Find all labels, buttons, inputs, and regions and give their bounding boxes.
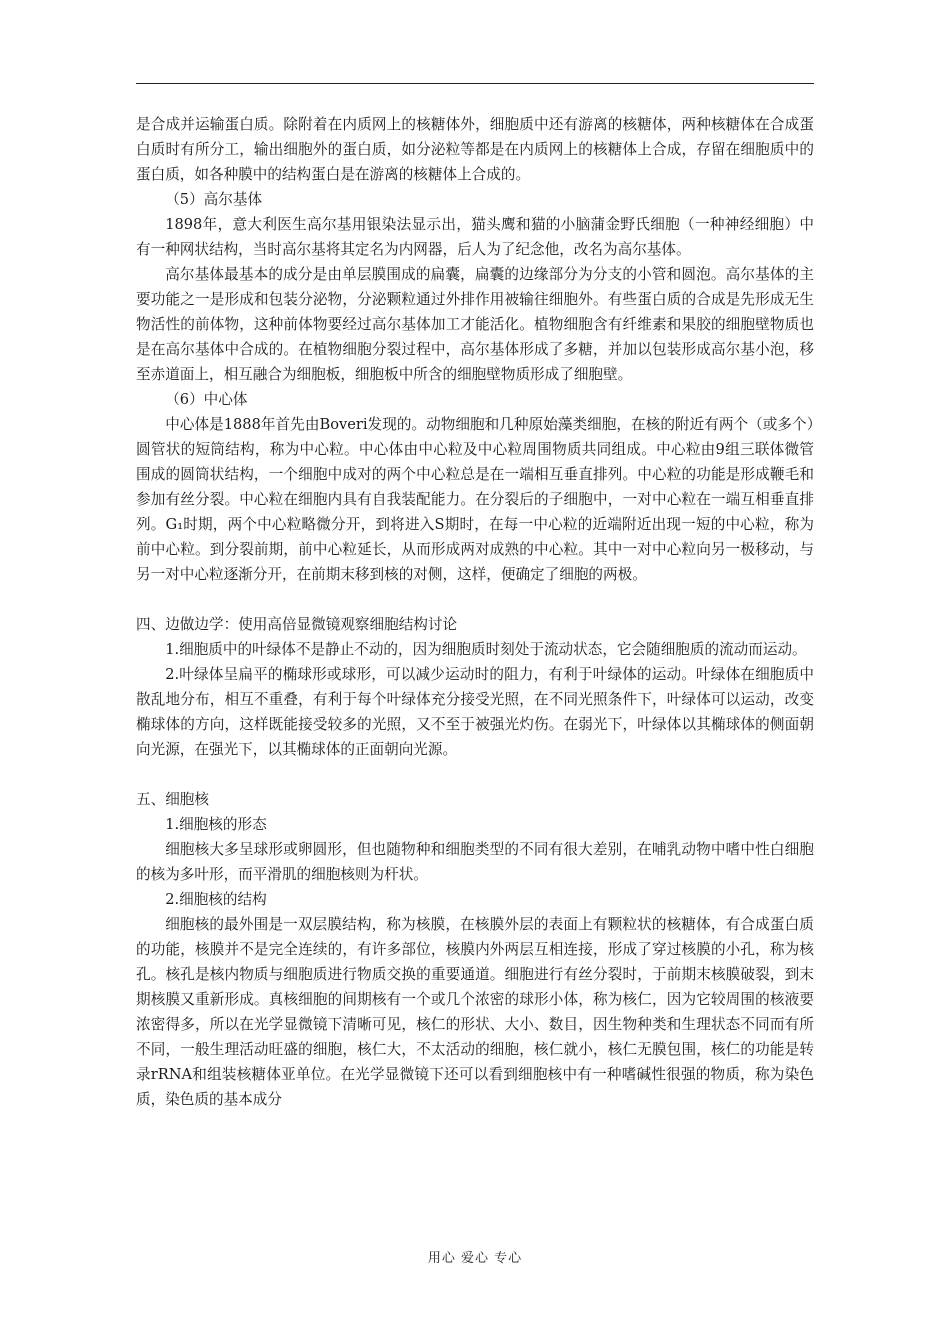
page-footer: 用心 爱心 专心 <box>427 1251 523 1266</box>
section-gap <box>136 587 814 612</box>
paragraph-chloroplast-1: 1.细胞质中的叶绿体不是静止不动的，因为细胞质时刻处于流动状态，它会随细胞质的流动而运动。 <box>165 641 807 658</box>
paragraph-nucleus-shape: 细胞核大多呈球形或卵圆形，但也随物种和细胞类型的不同有很大差别，在哺乳动物中嗜中性白细胞的核为多叶形，而平滑肌的细胞核则为杆状。 <box>136 841 814 883</box>
section-gap <box>136 762 814 787</box>
subheading-nucleus-shape: 1.细胞核的形态 <box>165 816 267 833</box>
header-rule <box>136 83 814 84</box>
paragraph-ribosome-end: 是合成并运输蛋白质。除附着在内质网上的核糖体外，细胞质中还有游离的核糖体，两种核糖体在合成蛋白质时有所分工，输出细胞外的蛋白质，如分泌粒等都是在内质网上的核糖体上合成，存留在细胞质中的蛋白质，如各种膜中的结构蛋白是在游离的核糖体上合成的。 <box>136 116 814 183</box>
paragraph-nucleus-structure: 细胞核的最外围是一双层膜结构，称为核膜，在核膜外层的表面上有颗粒状的核糖体，有合成蛋白质的功能，核膜并不是完全连续的，有许多部位，核膜内外两层互相连接，形成了穿过核膜的小孔，称为核孔。核孔是核内物质与细胞质进行物质交换的重要通道。细胞进行有丝分裂时，于前期末核膜破裂，到末期核膜又重新形成。真核细胞的间期核有一个或几个浓密的球形小体，称为核仁，因为它较周围的核液要浓密得多，所以在光学显微镜下清晰可见，核仁的形状、大小、数目，因生物种类和生理状态不同而有所不同，一般生理活动旺盛的细胞，核仁大，不太活动的细胞，核仁就小，核仁无膜包围，核仁的功能是转录rRNA和组装核糖体亚单位。在光学显微镜下还可以看到细胞核中有一种嗜碱性很强的物质，称为染色质，染色质的基本成分 <box>136 916 814 1108</box>
heading-centrosome: （6）中心体 <box>165 391 248 408</box>
heading-section-four: 四、边做边学：使用高倍显微镜观察细胞结构讨论 <box>136 616 458 633</box>
heading-golgi: （5）高尔基体 <box>165 191 263 208</box>
paragraph-golgi-history: 1898年，意大利医生高尔基用银染法显示出，猫头鹰和猫的小脑蒲金野氏细胞（一种神经细胞）中有一种网状结构，当时高尔基将其定名为内网器，后人为了纪念他，改名为高尔基体。 <box>136 216 814 258</box>
subheading-nucleus-structure: 2.细胞核的结构 <box>165 891 267 908</box>
paragraph-golgi-function: 高尔基体最基本的成分是由单层膜围成的扁囊，扁囊的边缘部分为分支的小管和圆泡。高尔基体的主要功能之一是形成和包装分泌物，分泌颗粒通过外排作用被输往细胞外。有些蛋白质的合成是先形成无生物活性的前体物，这种前体物要经过高尔基体加工才能活化。植物细胞含有纤维素和果胶的细胞壁物质也是在高尔基体中合成的。在植物细胞分裂过程中，高尔基体形成了多糖，并加以包装形成高尔基小泡，移至赤道面上，相互融合为细胞板，细胞板中所含的细胞壁物质形成了细胞壁。 <box>136 266 814 383</box>
document-body <box>136 112 814 1112</box>
paragraph-chloroplast-2: 2.叶绿体呈扁平的椭球形或球形，可以减少运动时的阻力，有利于叶绿体的运动。叶绿体在细胞质中散乱地分布，相互不重叠，有利于每个叶绿体充分接受光照，在不同光照条件下，叶绿体可以运动，改变椭球体的方向，这样既能接受较多的光照，又不至于被强光灼伤。在弱光下，叶绿体以其椭球体的侧面朝向光源，在强光下，以其椭球体的正面朝向光源。 <box>136 666 814 758</box>
paragraph-centrosome: 中心体是1888年首先由Boveri发现的。动物细胞和几种原始藻类细胞，在核的附近有两个（或多个）圆管状的短筒结构，称为中心粒。中心体由中心粒及中心粒周围物质共同组成。中心粒由9组三联体微管围成的圆筒状结构，一个细胞中成对的两个中心粒总是在一端相互垂直排列。中心粒的功能是形成鞭毛和参加有丝分裂。中心粒在细胞内具有自我装配能力。在分裂后的子细胞中，一对中心粒在一端互相垂直排列。G₁时期，两个中心粒略微分开，到将进入S期时，在每一中心粒的近端附近出现一短的中心粒，称为前中心粒。到分裂前期，前中心粒延长，从而形成两对成熟的中心粒。其中一对中心粒向另一极移动，与另一对中心粒逐渐分开，在前期末移到核的对侧，这样，便确定了细胞的两极。 <box>136 416 814 583</box>
heading-section-five: 五、细胞核 <box>136 791 209 808</box>
